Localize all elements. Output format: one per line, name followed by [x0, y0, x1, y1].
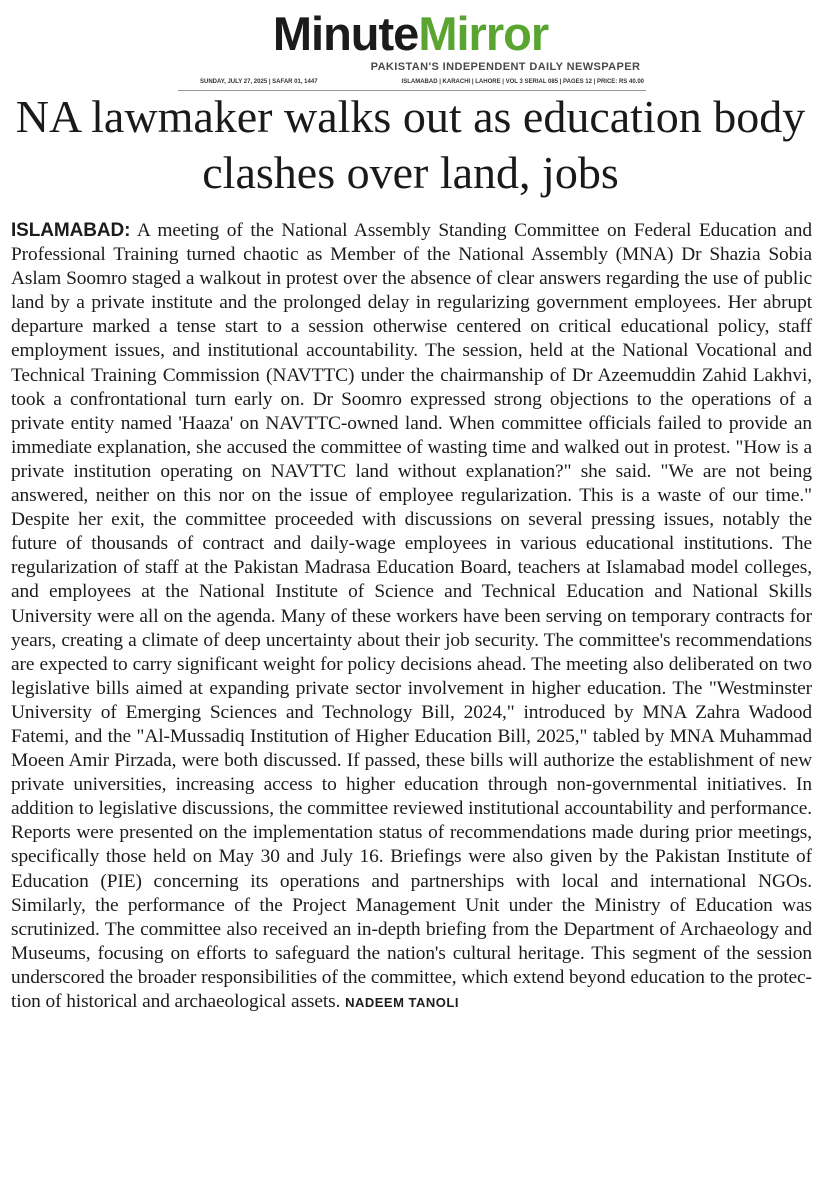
- edition-info: ISLAMABAD | KARACHI | LAHORE | VOL 3 SERIAL 085 | PAGES 12 | PRICE: RS 40.00: [401, 79, 644, 85]
- masthead: [0, 8, 821, 73]
- article-dateline: ISLAMABAD:: [11, 220, 131, 241]
- logo-word-mirror: Mirror: [418, 7, 549, 60]
- article-byline: NADEEM TANOLI: [345, 995, 459, 1010]
- article-body: [11, 219, 812, 1015]
- newspaper-tagline: PAKISTAN'S INDEPENDENT DAILY NEWSPAPER: [370, 61, 641, 73]
- article-text: A meeting of the National Assembly Standing Committee on Federal Education and Professional Training turned chaotic as Member of the National Assembly (MNA) Dr Shazia Sobia Aslam Soomro staged a walkout in protest over the absence of clear answers regarding the use of public land by a private institute and the prolonged delay in regularizing government employees. Her abrupt departure marked a tense start to a session otherwise centered on critical educational policy, staff employment issues, and institutional accountability. The session, held at the National Vocational and Technical Training Commission (NAVTTC) under the chairmanship of Dr Azeemuddin Zahid Lakhvi, took a confrontational turn early on. Dr Soomro expressed strong objections to the operations of a private entity named 'Haaza' on NAVTTC-owned land. When committee officials failed to provide an immediate explanation, she accused the committee of wasting time and walked out in protest. "How is a private institution operating on NAVTTC land without explanation?" she said. "We are not being answered, neither on this nor on the issue of employee regularization. This is a waste of our time." Despite her exit, the committee proceeded with discussions on several pressing issues, notably the future of thousands of contract and daily-wage employees in various educational institutions. The regularization of staff at the Pakistan Madrasa Education Board, teachers at Islamabad model colleges, and employees at the National Institute of Science and Technical Education and National Skills University were all on the agenda. Many of these workers have been serving on temporary contracts for years, creating a climate of deep uncertainty about their job security. The committee's recommendations are expected to carry significant weight for policy decisions ahead. The meeting also deliberated on two legislative bills aimed at expanding private sector involvement in higher education. The "Westminster University of Emerging Sciences and Technology Bill, 2024," introduced by MNA Zahra Wadood Fatemi, and the "Al-Mussadiq Institution of Higher Education Bill, 2025," tabled by MNA Muhammad Moeen Amir Pirzada, were both discussed. If passed, these bills will authorize the establishment of new private universities, increasing access to higher education through non-governmental initiatives. In addition to legislative discussions, the committee reviewed institutional accountability and performance. Reports were presented on the implementation status of recommendations made during prior meetings, specifically those held on May 30 and July 16. Briefings were also given by the Pakistan Institute of Education (PIE) concerning its operations and partnerships with local and international NGOs. Similarly, the performance of the Project Management Unit under the Ministry of Education was scrutinized. The committee also received an in-depth briefing from the Department of Archaeology and Museums, focusing on efforts to safeguard the nation's cultural heritage. This segment of the session underscored the broader responsibilities of the committee, which extend beyond education to the protection of historical and archaeological assets.: [11, 220, 812, 1012]
- issue-date: SUNDAY, JULY 27, 2025 | SAFAR 01, 1447: [200, 79, 318, 85]
- newspaper-logo: [0, 8, 821, 60]
- logo-word-minute: Minute: [272, 7, 419, 60]
- article-headline: NA lawmaker walks out as education body clashes over land, jobs: [15, 91, 806, 198]
